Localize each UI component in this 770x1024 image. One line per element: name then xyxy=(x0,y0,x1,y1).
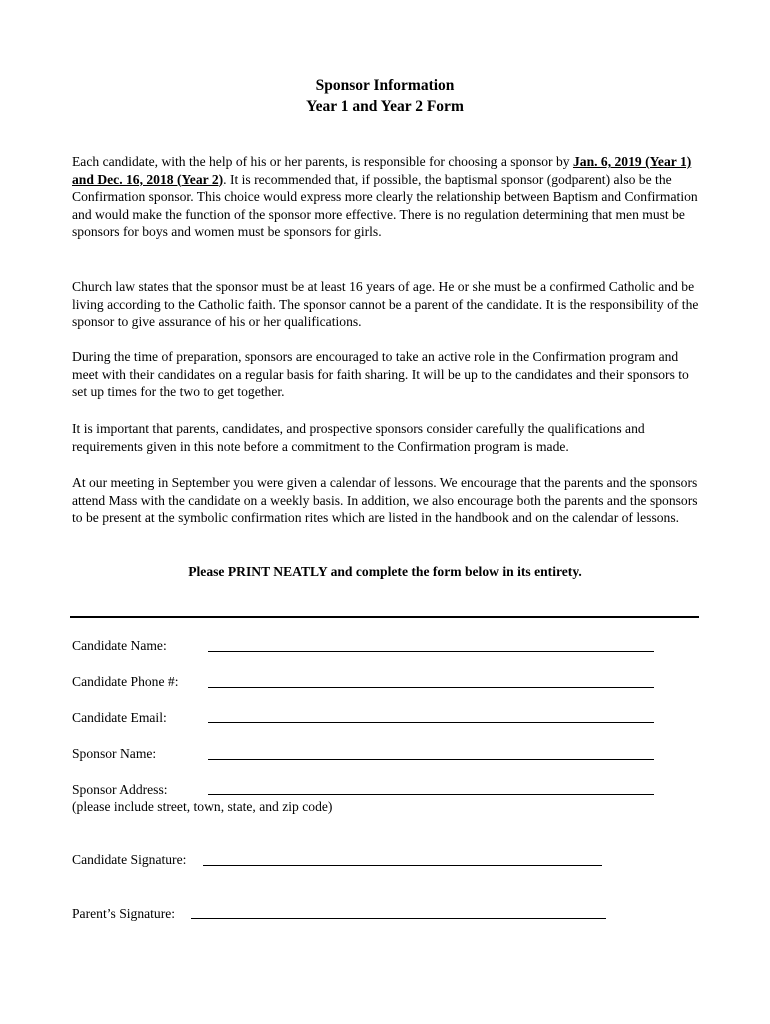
print-neatly-instruction: Please PRINT NEATLY and complete the form below in its entirety. xyxy=(188,564,582,579)
candidate-email-field[interactable] xyxy=(208,722,654,723)
sponsor-name-field[interactable] xyxy=(208,759,654,760)
sponsor-address-label: Sponsor Address: xyxy=(72,782,168,797)
paragraph-text: . It is recommended that, if possible, the baptismal sponsor (godparent) also be the Confirmation sponsor. This choice would express more clearly the relationship between Baptism and Confirmation and would make the function of the sponsor more effective. There is no regulation determining that men must be sponsors for boys and women must be sponsors for girls. xyxy=(72,171,698,239)
sponsor-name-label: Sponsor Name: xyxy=(72,746,157,761)
sponsor-address-note: (please include street, town, state, and zip code) xyxy=(72,799,333,814)
paragraph-preparation: During the time of preparation, sponsors are encouraged to take an active role in the Confirmation program and meet with their candidates on a regular basis for faith sharing. It will be up to the candidates and their sponsors to set up times for the two to get together. xyxy=(72,349,689,399)
candidate-phone-label: Candidate Phone #: xyxy=(72,674,179,689)
candidate-signature-label: Candidate Signature: xyxy=(72,852,187,867)
paragraph-church-law: Church law states that the sponsor must be at least 16 years of age. He or she must be a confirmed Catholic and be living according to the Catholic faith. The sponsor cannot be a parent of the candidate. It is the responsibility of the sponsor to give assurance of his or her qualifications. xyxy=(72,279,699,329)
candidate-name-label: Candidate Name: xyxy=(72,638,167,653)
candidate-phone-field[interactable] xyxy=(208,687,654,688)
form-title: Sponsor Information xyxy=(315,77,455,94)
form-subtitle: Year 1 and Year 2 Form xyxy=(306,98,464,115)
paragraph-qualifications: It is important that parents, candidates, and prospective sponsors consider carefully the qualifications and requirements given in this note before a commitment to the Confirmation program is made. xyxy=(72,421,645,454)
candidate-email-label: Candidate Email: xyxy=(72,710,167,725)
paragraph-text: Each candidate, with the help of his or her parents, is responsible for choosing a sponsor by xyxy=(72,154,573,169)
paragraph-meeting: At our meeting in September you were given a calendar of lessons. We encourage that the parents and the sponsors attend Mass with the candidate on a weekly basis. In addition, we also encourage both the parents and the sponsors to be present at the symbolic confirmation rites which are listed in the handbook and on the calendar of lessons. xyxy=(72,475,698,525)
parent-signature-field[interactable] xyxy=(191,918,606,919)
parent-signature-label: Parent’s Signature: xyxy=(72,906,176,921)
section-divider xyxy=(70,616,699,618)
paragraph-sponsor-choice xyxy=(72,153,704,241)
candidate-name-field[interactable] xyxy=(208,651,654,652)
candidate-signature-field[interactable] xyxy=(203,865,602,866)
sponsor-address-field[interactable] xyxy=(208,794,654,795)
deadline-text: Jan. 6, 2019 (Year 1) and Dec. 16, 2018 (Year 2) xyxy=(72,154,692,187)
